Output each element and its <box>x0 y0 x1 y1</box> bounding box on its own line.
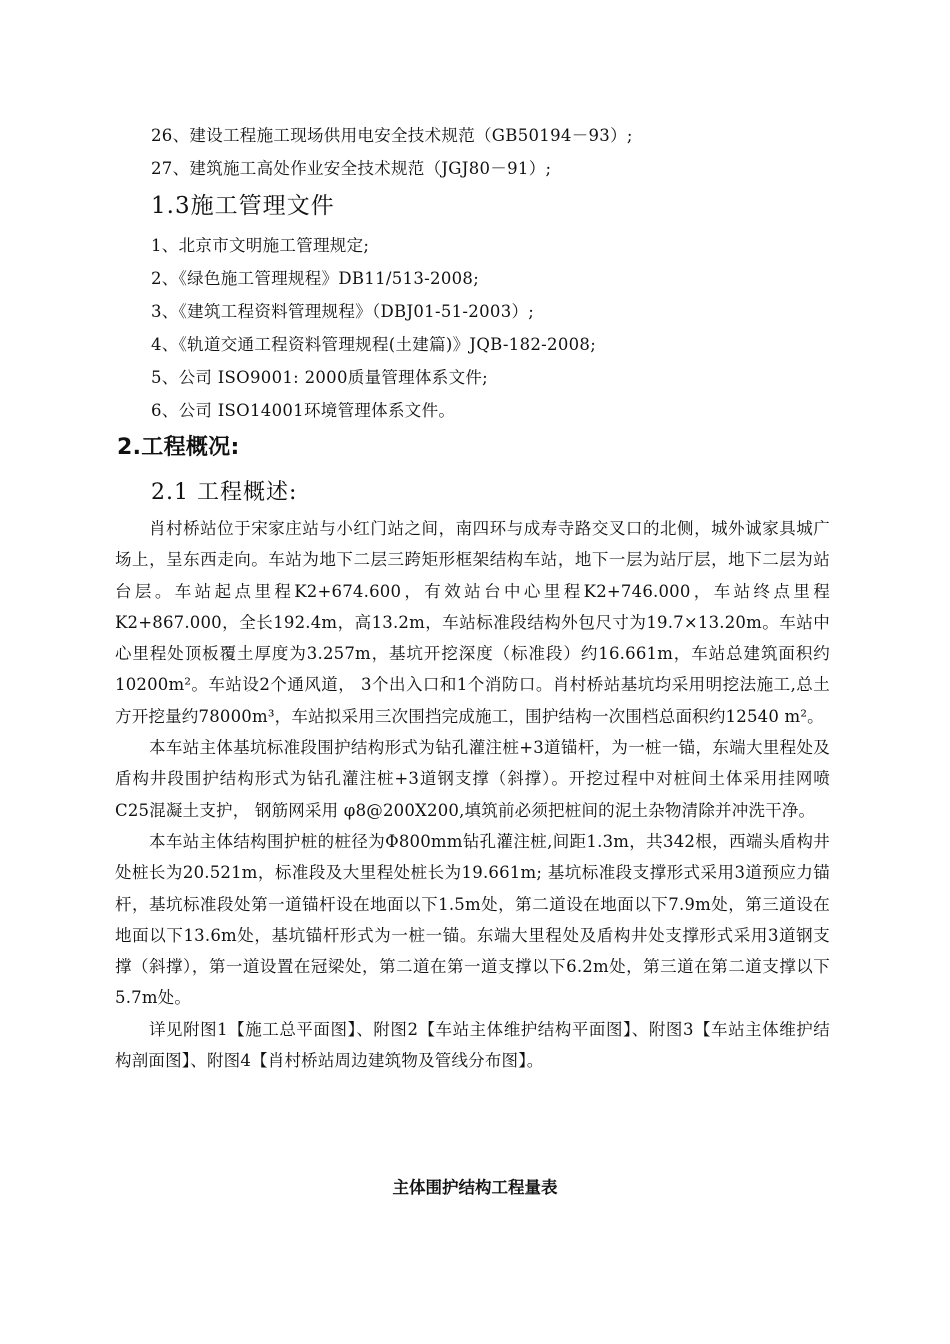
section-heading-2-1: 2.1 工程概述: <box>151 480 298 505</box>
management-doc-item: 1、北京市文明施工管理规定; <box>151 236 370 255</box>
overview-body <box>115 513 830 1076</box>
overview-paragraph-attachments: 详见附图1【施工总平面图】、附图2【车站主体维护结构平面图】、附图3【车站主体维护结构剖面图】、附图4【肖村桥站周边建筑物及管线分布图】。 <box>115 1019 830 1071</box>
table-caption: 主体围护结构工程量表 <box>392 1178 558 1197</box>
reference-item-26: 26、建设工程施工现场供用电安全技术规范（GB50194－93）; <box>151 126 633 145</box>
reference-item-27: 27、建筑施工高处作业安全技术规范（JGJ80－91）; <box>151 159 552 178</box>
section-heading-2: 2.工程概况: <box>117 435 240 460</box>
overview-paragraph-location: 肖村桥站位于宋家庄站与小红门站之间，南四环与成寿寺路交叉口的北侧，城外诚家具城广场上，呈东西走向。车站为地下二层三跨矩形框架结构车站，地下一层为站厅层，地下二层为站台层。车站起点里程K2+674.600，有效站台中心里程K2+746.000，车站终点里程K2+867.000，全长192.4m，高13.2m，车站标准段结构外包尺寸为19.7×13.20m。车站中心里程处顶板覆土厚度为3.257m，基坑开挖深度（标准段）约16.661m，车站总建筑面积约10200m²。车站设2个通风道， 3个出入口和1个消防口。肖村桥站基坑均采用明挖法施工,总土方开挖量约78000m³，车站拟采用三次围挡完成施工，围护结构一次围档总面积约12540 m²。 <box>115 519 830 726</box>
section-heading-1-3: 1.3施工管理文件 <box>151 193 335 219</box>
management-doc-item: 5、公司 ISO9001: 2000质量管理体系文件; <box>151 368 489 387</box>
management-doc-item: 6、公司 ISO14001环境管理体系文件。 <box>151 401 456 420</box>
management-doc-item: 3、《建筑工程资料管理规程》（DBJ01-51-2003）; <box>151 302 535 321</box>
management-doc-item: 4、《轨道交通工程资料管理规程(土建篇)》JQB-182-2008; <box>151 335 597 354</box>
overview-paragraph-piles: 本车站主体结构围护桩的桩径为Φ800mm钻孔灌注桩,间距1.3m，共342根，西端头盾构井处桩长为20.521m，标准段及大里程处桩长为19.661m; 基坑标准段支撑形式采用3道预应力锚杆，基坑标准段处第一道锚杆设在地面以下1.5m处，第二道设在地面以下7.9m处，第三道设在地面以下13.6m处，基坑锚杆形式为一桩一锚。东端大里程处及盾构井处支撑形式采用3道钢支撑（斜撑），第一道设置在冠梁处，第二道在第一道支撑以下6.2m处，第三道在第二道支撑以下5.7m处。 <box>115 831 830 1008</box>
overview-paragraph-retaining: 本车站主体基坑标准段围护结构形式为钻孔灌注桩+3道锚杆，为一桩一锚，东端大里程处及盾构井段围护结构形式为钻孔灌注桩+3道钢支撑（斜撑）。开挖过程中对桩间土体采用挂网喷C25混凝土支护， 钢筋网采用 φ8@200X200,填筑前必须把桩间的泥土杂物清除并冲洗干净。 <box>115 738 830 820</box>
management-doc-item: 2、《绿色施工管理规程》DB11/513-2008; <box>151 269 480 288</box>
